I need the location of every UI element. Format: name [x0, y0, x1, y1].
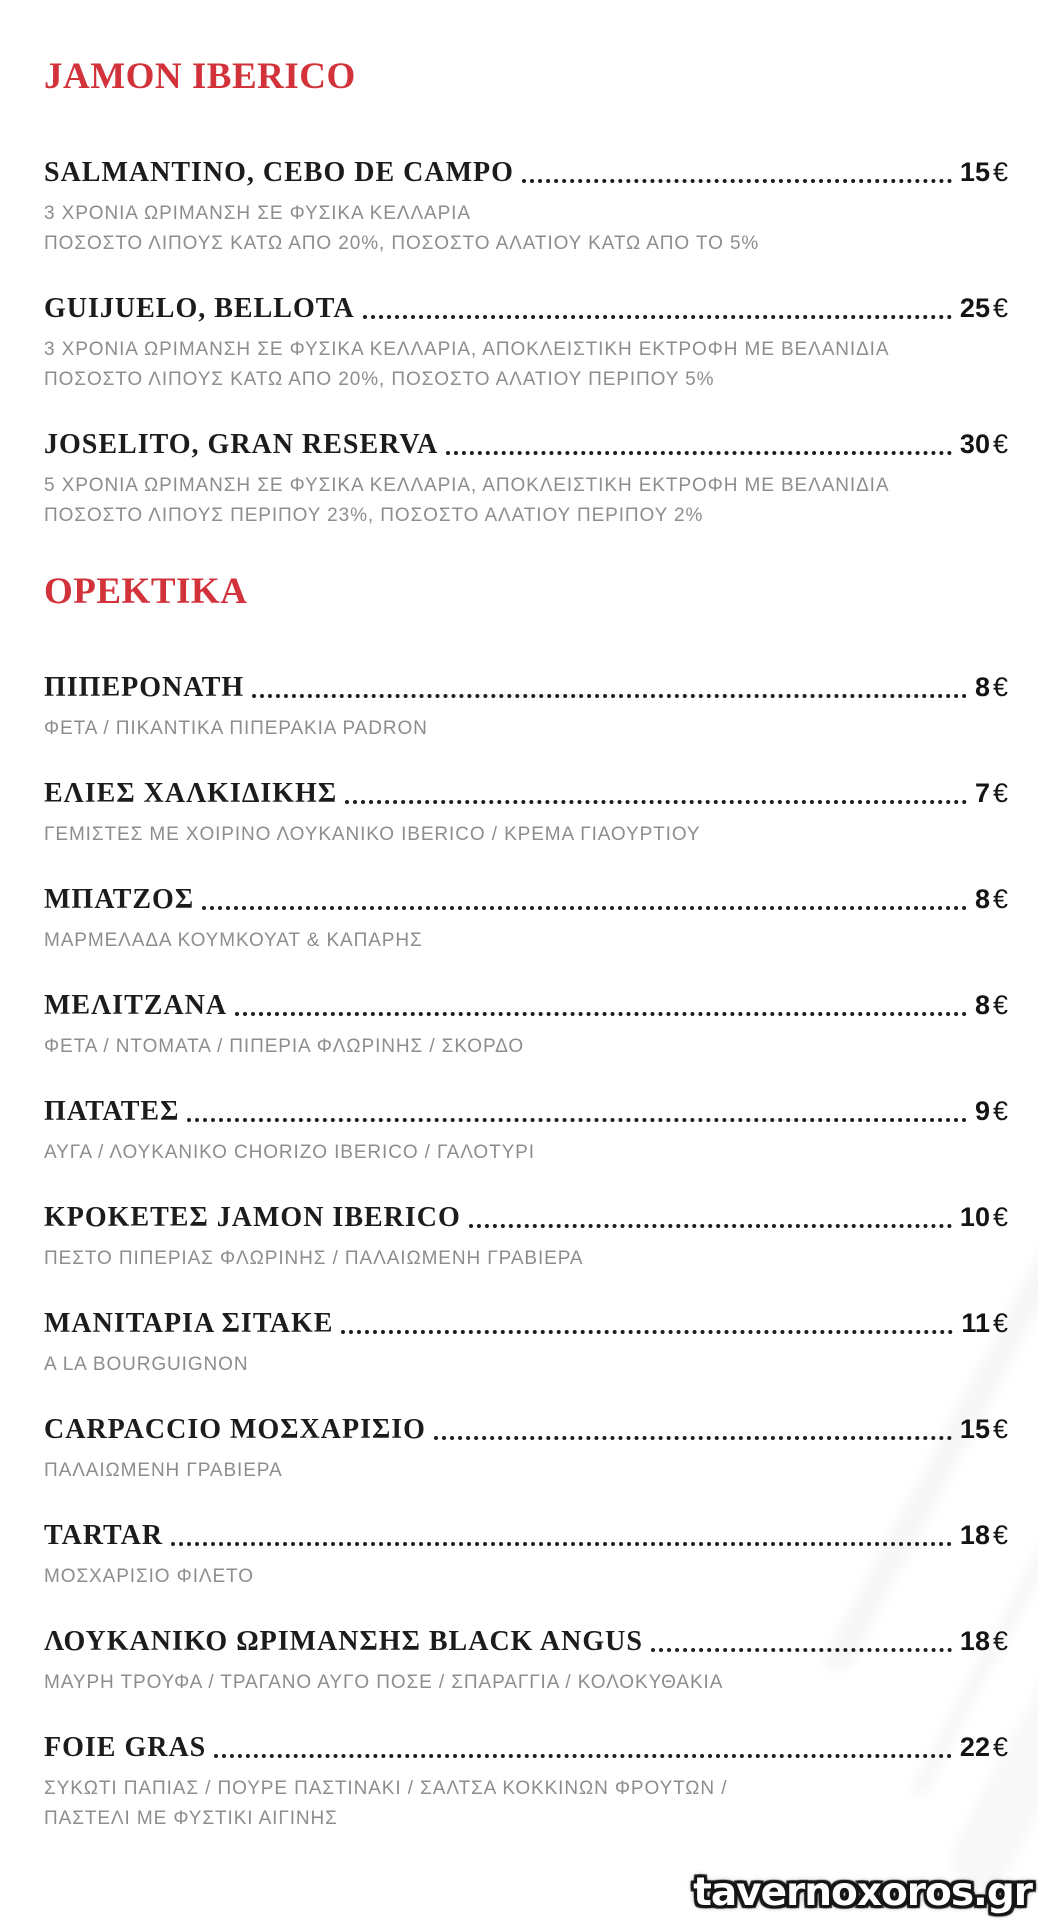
item-name: ΕΛΙΕΣ ΧΑΛΚΙΔΙΚΗΣ [44, 778, 338, 809]
item-description: ΣΥΚΩΤΙ ΠΑΠΙΑΣ / ΠΟΥΡΕ ΠΑΣΤΙΝΑΚΙ / ΣΑΛΤΣΑ ΚΟΚΚΙΝΩΝ ΦΡΟΥΤΩΝ / [44, 1778, 728, 1799]
euro-symbol: € [992, 672, 1008, 702]
item-description: ΠΟΣΟΣΤΟ ΛΙΠΟΥΣ ΚΑΤΩ ΑΠΟ 20%, ΠΟΣΟΣΤΟ ΑΛΑΤΙΟΥ ΠΕΡΙΠΟΥ 5% [44, 369, 715, 390]
item-price [960, 1730, 1008, 1764]
item-description: ΠΟΣΟΣΤΟ ΛΙΠΟΥΣ ΚΑΤΩ ΑΠΟ 20%, ΠΟΣΟΣΤΟ ΑΛΑΤΙΟΥ ΚΑΤΩ ΑΠΟ ΤΟ 5% [44, 233, 760, 254]
item-name: FOIE GRAS [44, 1732, 207, 1763]
item-name: ΠΙΠΕΡΟΝΑΤΗ [44, 672, 245, 703]
item-price [975, 776, 1008, 810]
dot-leader [446, 451, 952, 455]
item-row [44, 882, 1008, 917]
price-value: 11 [961, 1308, 990, 1338]
dot-leader [202, 906, 967, 910]
menu-item-tartar [44, 1518, 1008, 1592]
item-name: ΜΠΑΤΖΟΣ [44, 884, 195, 915]
item-row [44, 988, 1008, 1023]
dot-leader [363, 315, 952, 319]
item-price [975, 670, 1008, 704]
item-row [44, 1306, 1008, 1341]
item-name: CARPACCIO ΜΟΣΧΑΡΙΣΙΟ [44, 1414, 426, 1445]
item-row [44, 1200, 1008, 1235]
item-price [960, 427, 1008, 461]
dot-leader [651, 1648, 952, 1652]
euro-symbol: € [992, 884, 1008, 914]
price-value: 8 [974, 884, 990, 914]
item-row [44, 291, 1008, 326]
item-name: ΜΑΝΙΤΑΡΙΑ ΣΙΤΑΚΕ [44, 1308, 334, 1339]
dot-leader [171, 1542, 952, 1546]
item-description: 3 ΧΡΟΝΙΑ ΩΡΙΜΑΝΣΗ ΣΕ ΦΥΣΙΚΑ ΚΕΛΛΑΡΙΑ, ΑΠΟΚΛΕΙΣΤΙΚΗ ΕΚΤΡΟΦΗ ΜΕ ΒΕΛΑΝΙΔΙΑ [44, 339, 890, 360]
price-value: 10 [959, 1202, 990, 1232]
euro-symbol: € [992, 1414, 1008, 1444]
price-value: 9 [974, 1096, 990, 1126]
item-description: ΠΕΣΤΟ ΠΙΠΕΡΙΑΣ ΦΛΩΡΙΝΗΣ / ΠΑΛΑΙΩΜΕΝΗ ΓΡΑΒΙΕΡΑ [44, 1248, 584, 1269]
price-value: 18 [959, 1626, 990, 1656]
euro-symbol: € [992, 1520, 1008, 1550]
dot-leader [469, 1224, 952, 1228]
euro-symbol: € [992, 990, 1008, 1020]
menu-item-salmantino [44, 155, 1008, 259]
price-value: 15 [959, 1414, 990, 1444]
item-price [961, 1306, 1008, 1340]
item-row [44, 1730, 1008, 1765]
section-title-orektika: ΟΡΕΚΤΙΚΑ [44, 571, 248, 612]
item-price [975, 882, 1008, 916]
item-description: ΠΟΣΟΣΤΟ ΛΙΠΟΥΣ ΠΕΡΙΠΟΥ 23%, ΠΟΣΟΣΤΟ ΑΛΑΤΙΟΥ ΠΕΡΙΠΟΥ 2% [44, 505, 704, 526]
menu-item-manitaria-sitake [44, 1306, 1008, 1380]
item-name: ΜΕΛΙΤΖΑΝΑ [44, 990, 228, 1021]
dot-leader [235, 1012, 967, 1016]
section-orektika [44, 573, 1008, 1834]
item-name: ΛΟΥΚΑΝΙΚΟ ΩΡΙΜΑΝΣΗΣ BLACK ANGUS [44, 1626, 643, 1657]
item-price [960, 1518, 1008, 1552]
item-price [960, 1200, 1008, 1234]
item-description: 5 ΧΡΟΝΙΑ ΩΡΙΜΑΝΣΗ ΣΕ ΦΥΣΙΚΑ ΚΕΛΛΑΡΙΑ, ΑΠΟΚΛΕΙΣΤΙΚΗ ΕΚΤΡΟΦΗ ΜΕ ΒΕΛΑΝΙΔΙΑ [44, 475, 890, 496]
item-description: ΓΕΜΙΣΤΕΣ ΜΕ ΧΟΙΡΙΝΟ ΛΟΥΚΑΝΙΚΟ IBERICO / ΚΡΕΜΑ ΓΙΑΟΥΡΤΙΟΥ [44, 824, 701, 845]
item-row [44, 427, 1008, 462]
item-description: ΠΑΣΤΕΛΙ ΜΕ ΦΥΣΤΙΚΙ ΑΙΓΙΝΗΣ [44, 1808, 338, 1829]
item-name: SALMANTINO, CEBO DE CAMPO [44, 157, 514, 188]
item-price [960, 155, 1008, 189]
euro-symbol: € [992, 429, 1008, 459]
euro-symbol: € [992, 293, 1008, 323]
euro-symbol: € [992, 1202, 1008, 1232]
item-name: JOSELITO, GRAN RESERVA [44, 429, 439, 460]
item-price [975, 1094, 1008, 1128]
dot-leader [341, 1330, 953, 1334]
menu-item-joselito [44, 427, 1008, 531]
euro-symbol: € [992, 1308, 1008, 1338]
item-row [44, 670, 1008, 705]
item-row [44, 155, 1008, 190]
price-value: 7 [974, 778, 990, 808]
menu-item-kroketes-jamon-iberico [44, 1200, 1008, 1274]
menu-item-patates [44, 1094, 1008, 1168]
price-value: 25 [959, 293, 990, 323]
item-name: ΚΡΟΚΕΤΕΣ JAMON IBERICO [44, 1202, 461, 1233]
menu-item-carpaccio-mosxarisio [44, 1412, 1008, 1486]
item-price [960, 291, 1008, 325]
section-jamon-iberico [44, 58, 1008, 531]
item-description: ΜΑΥΡΗ ΤΡΟΥΦΑ / ΤΡΑΓΑΝΟ ΑΥΓΟ ΠΟΣΕ / ΣΠΑΡΑΓΓΙΑ / ΚΟΛΟΚΥΘΑΚΙΑ [44, 1672, 724, 1693]
price-value: 18 [959, 1520, 990, 1550]
menu-item-guijuelo [44, 291, 1008, 395]
euro-symbol: € [992, 1626, 1008, 1656]
menu-item-melitzana [44, 988, 1008, 1062]
item-row [44, 776, 1008, 811]
item-description: ΠΑΛΑΙΩΜΕΝΗ ΓΡΑΒΙΕΡΑ [44, 1460, 283, 1481]
dot-leader [522, 179, 952, 183]
item-description: ΑΥΓΑ / ΛΟΥΚΑΝΙΚΟ CHORIZO IBERICO / ΓΑΛΟΤΥΡΙ [44, 1142, 535, 1163]
dot-leader [214, 1754, 952, 1758]
euro-symbol: € [992, 778, 1008, 808]
item-price [960, 1412, 1008, 1446]
item-row [44, 1624, 1008, 1659]
menu-item-piperonati [44, 670, 1008, 744]
item-row [44, 1518, 1008, 1553]
price-value: 22 [959, 1732, 990, 1762]
price-value: 8 [974, 990, 990, 1020]
item-name: TARTAR [44, 1520, 164, 1551]
price-value: 15 [959, 157, 990, 187]
menu-item-loukaniko-black-angus [44, 1624, 1008, 1698]
item-description: ΜΑΡΜΕΛΑΔΑ ΚΟΥΜΚΟΥΑΤ & ΚΑΠΑΡΗΣ [44, 930, 423, 951]
item-description: 3 ΧΡΟΝΙΑ ΩΡΙΜΑΝΣΗ ΣΕ ΦΥΣΙΚΑ ΚΕΛΛΑΡΙΑ [44, 203, 471, 224]
euro-symbol: € [992, 1096, 1008, 1126]
price-value: 30 [959, 429, 990, 459]
section-title-jamon-iberico: JAMON IBERICO [44, 56, 356, 97]
item-price [960, 1624, 1008, 1658]
dot-leader [345, 800, 967, 804]
euro-symbol: € [992, 157, 1008, 187]
dot-leader [252, 694, 967, 698]
item-row [44, 1094, 1008, 1129]
item-name: GUIJUELO, BELLOTA [44, 293, 355, 324]
price-value: 8 [974, 672, 990, 702]
menu-item-foie-gras [44, 1730, 1008, 1834]
item-name: ΠΑΤΑΤΕΣ [44, 1096, 180, 1127]
euro-symbol: € [992, 1732, 1008, 1762]
watermark-logo: tavernoxoros.gr [693, 1870, 1032, 1915]
menu-item-mpatzos [44, 882, 1008, 956]
item-description: ΦΕΤΑ / ΠΙΚΑΝΤΙΚΑ ΠΙΠΕΡΑΚΙΑ PADRON [44, 718, 428, 739]
dot-leader [434, 1436, 952, 1440]
item-description: ΜΟΣΧΑΡΙΣΙΟ ΦΙΛΕΤΟ [44, 1566, 254, 1587]
item-price [975, 988, 1008, 1022]
item-row [44, 1412, 1008, 1447]
item-description: ΦΕΤΑ / ΝΤΟΜΑΤΑ / ΠΙΠΕΡΙΑ ΦΛΩΡΙΝΗΣ / ΣΚΟΡΔΟ [44, 1036, 525, 1057]
menu-item-elies-xalkidikis [44, 776, 1008, 850]
dot-leader [187, 1118, 967, 1122]
item-description: A LA BOURGUIGNON [44, 1354, 249, 1375]
